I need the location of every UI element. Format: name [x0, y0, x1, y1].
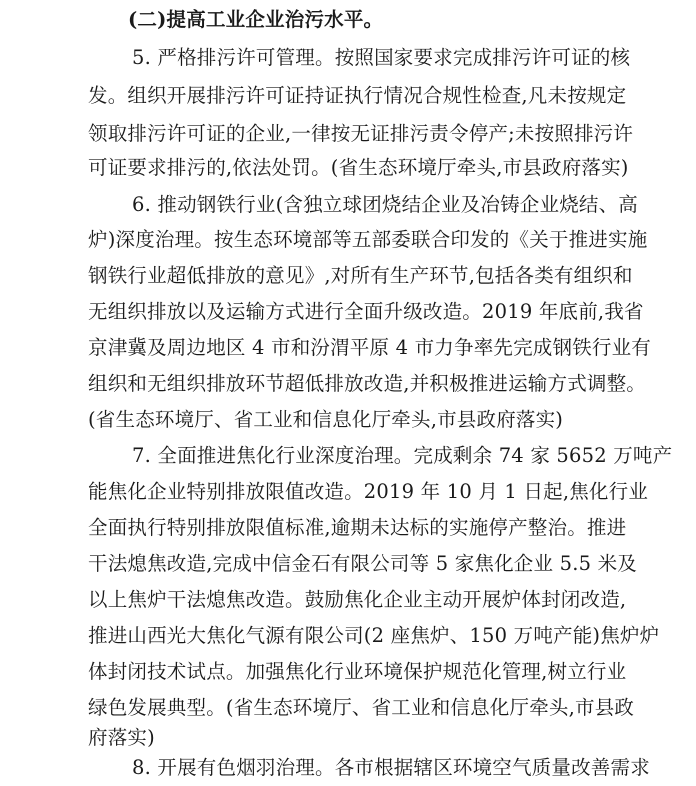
text-line: 发。组织开展排污许可证持证执行情况合规性检查,凡未按规定	[88, 84, 627, 107]
text-line: 以上焦炉干法熄焦改造。鼓励焦化企业主动开展炉体封闭改造,	[88, 588, 627, 611]
text-line: 绿色发展典型。(省生态环境厅、省工业和信息化厅牵头,市县政	[88, 696, 635, 719]
text-line: 京津冀及周边地区 4 市和汾渭平原 4 市力争率先完成钢铁行业有	[88, 336, 652, 359]
text-line: 能焦化企业特别排放限值改造。2019 年 10 月 1 日起,焦化行业	[88, 480, 649, 503]
text-line: 组织和无组织排放环节超低排放改造,并积极推进运输方式调整。	[88, 372, 646, 395]
text-line: 钢铁行业超低排放的意见》,对所有生产环节,包括各类有组织和	[88, 264, 633, 287]
text-line: 干法熄焦改造,完成中信金石有限公司等 5 家焦化企业 5.5 米及	[88, 552, 638, 575]
text-line: 6. 推动钢铁行业(含独立球团烧结企业及冶铸企业烧结、高	[132, 193, 639, 216]
text-line: 领取排污许可证的企业,一律按无证排污责令停产;未按照排污许	[88, 122, 634, 145]
text-line: 5. 严格排污许可管理。按照国家要求完成排污许可证的核	[132, 46, 631, 69]
section-heading: (二)提高工业企业治污水平。	[128, 8, 384, 31]
text-line: 炉)深度治理。按生态环境部等五部委联合印发的《关于推进实施	[88, 228, 648, 251]
text-line: 推进山西光大焦化气源有限公司(2 座焦炉、150 万吨产能)焦炉炉	[88, 624, 660, 647]
text-line: 可证要求排污的,依法处罚。(省生态环境厅牵头,市县政府落实)	[88, 156, 629, 179]
text-line: (省生态环境厅、省工业和信息化厅牵头,市县政府落实)	[88, 408, 564, 431]
text-line: 全面执行特别排放限值标准,逾期未达标的实施停产整治。推进	[88, 516, 627, 539]
text-line: 8. 开展有色烟羽治理。各市根据辖区环境空气质量改善需求	[132, 756, 650, 779]
text-line: 无组织排放以及运输方式进行全面升级改造。2019 年底前,我省	[88, 300, 644, 323]
text-line: 府落实)	[88, 726, 155, 749]
text-line: 体封闭技术试点。加强焦化行业环境保护规范化管理,树立行业	[88, 660, 627, 683]
text-line: 7. 全面推进焦化行业深度治理。完成剩余 74 家 5652 万吨产	[132, 444, 673, 467]
